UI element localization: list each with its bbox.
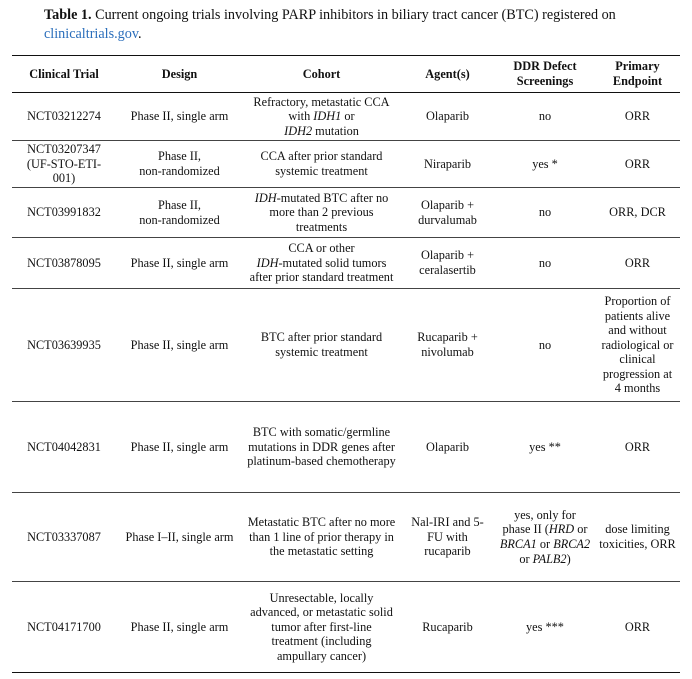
trial-alias: (UF-STO-ETI-001) xyxy=(26,156,102,186)
cell-trial: NCT03991832 xyxy=(12,188,116,238)
cell-agents: Nal-IRI and 5-FU with rucaparib xyxy=(400,493,495,582)
table-row xyxy=(12,238,680,289)
cell-ddr: no xyxy=(495,238,595,289)
header-cohort: Cohort xyxy=(243,56,400,93)
cell-design: Phase II, single arm xyxy=(116,582,243,673)
cell-trial: NCT04042831 xyxy=(12,402,116,493)
table-caption xyxy=(44,6,674,44)
cell-design: Phase II, single arm xyxy=(116,402,243,493)
header-design: Design xyxy=(116,56,243,93)
cell-agents: Olaparib + ceralasertib xyxy=(400,238,495,289)
cohort-text: CCA or other xyxy=(288,241,355,256)
cohort-text: -mutated BTC after no more than 2 previous treatments xyxy=(269,190,389,234)
cell-agents: Olaparib xyxy=(400,93,495,141)
trial-id: NCT03207347 xyxy=(27,142,101,157)
gene-name: IDH xyxy=(256,255,279,270)
cell-trial xyxy=(12,141,116,188)
header-primary-endpoint: Primary Endpoint xyxy=(595,56,680,93)
design-phase: Phase II, xyxy=(157,149,202,164)
cell-design: Phase II, single arm xyxy=(116,93,243,141)
gene-name: IDH2 xyxy=(284,123,313,138)
table-row xyxy=(12,402,680,493)
cell-agents: Olaparib xyxy=(400,402,495,493)
cell-agents: Rucaparib xyxy=(400,582,495,673)
cell-cohort: BTC with somatic/germline mutations in DDR genes after platinum-based chemotherapy xyxy=(243,402,400,493)
gene-name: IDH1 xyxy=(313,109,342,124)
cell-design: Phase II, single arm xyxy=(116,289,243,402)
cell-endpoint: ORR xyxy=(595,93,680,141)
cell-design xyxy=(116,141,243,188)
cell-trial: NCT03337087 xyxy=(12,493,116,582)
table-row xyxy=(12,141,680,188)
table-row xyxy=(12,188,680,238)
cell-endpoint: dose limiting toxicities, ORR xyxy=(595,493,680,582)
cell-ddr: no xyxy=(495,188,595,238)
cell-trial: NCT03878095 xyxy=(12,238,116,289)
cell-endpoint: ORR, DCR xyxy=(595,188,680,238)
cell-trial: NCT03639935 xyxy=(12,289,116,402)
gene-name: IDH xyxy=(254,190,277,205)
table-header-row xyxy=(12,56,680,93)
cell-endpoint: ORR xyxy=(595,238,680,289)
cell-cohort: BTC after prior standard systemic treatment xyxy=(243,289,400,402)
table-row xyxy=(12,289,680,402)
table-row xyxy=(12,93,680,141)
cell-trial: NCT04171700 xyxy=(12,582,116,673)
caption-text: Current ongoing trials involving PARP inhibitors in biliary tract cancer (BTC) registered on xyxy=(95,7,616,23)
cell-cohort: CCA after prior standard systemic treatment xyxy=(243,141,400,188)
cell-cohort xyxy=(243,188,400,238)
cell-agents: Olaparib + durvalumab xyxy=(400,188,495,238)
design-phase: Phase II, xyxy=(157,197,202,212)
cell-endpoint: ORR xyxy=(595,402,680,493)
cohort-text: Refractory, metastatic CCA with xyxy=(253,94,390,124)
caption-label: Table 1. xyxy=(44,7,92,23)
ddr-text: or xyxy=(574,522,588,537)
design-type: non-randomized xyxy=(139,164,220,178)
caption-link[interactable]: clinicaltrials.gov xyxy=(44,26,139,42)
cell-cohort xyxy=(243,238,400,289)
trials-table xyxy=(12,55,680,673)
cell-ddr xyxy=(495,493,595,582)
ddr-text: yes, only for phase II ( xyxy=(502,507,576,537)
cell-endpoint: ORR xyxy=(595,141,680,188)
gene-name: BRCA2 xyxy=(553,537,591,551)
ddr-text: or xyxy=(519,551,533,566)
cohort-text: or xyxy=(341,109,355,124)
cell-ddr: no xyxy=(495,93,595,141)
caption-end: . xyxy=(138,26,142,42)
header-ddr-screenings: DDR Defect Screenings xyxy=(495,56,595,93)
cell-endpoint: ORR xyxy=(595,582,680,673)
cell-agents: Niraparib xyxy=(400,141,495,188)
cell-design xyxy=(116,188,243,238)
gene-name: BRCA1 xyxy=(499,537,537,551)
cohort-text: mutation xyxy=(312,123,359,138)
ddr-text: ) xyxy=(566,551,571,566)
cell-design: Phase II, single arm xyxy=(116,238,243,289)
cell-trial: NCT03212274 xyxy=(12,93,116,141)
cell-endpoint: Proportion of patients alive and without radiological or clinical progression at 4 months xyxy=(595,289,680,402)
cell-ddr: yes * xyxy=(495,141,595,188)
cell-cohort: Metastatic BTC after no more than 1 line of prior therapy in the metastatic setting xyxy=(243,493,400,582)
cell-ddr: yes *** xyxy=(495,582,595,673)
cohort-text: -mutated solid tumors after prior standard treatment xyxy=(249,255,394,285)
cell-agents: Rucaparib + nivolumab xyxy=(400,289,495,402)
table-row xyxy=(12,493,680,582)
gene-name: HRD xyxy=(548,522,575,537)
design-type: non-randomized xyxy=(139,212,220,227)
cell-ddr: no xyxy=(495,289,595,402)
header-clinical-trial: Clinical Trial xyxy=(12,56,116,93)
cell-ddr: yes ** xyxy=(495,402,595,493)
header-agents: Agent(s) xyxy=(400,56,495,93)
cell-cohort: Unresectable, locally advanced, or metastatic solid tumor after first-line treatment (including ampullary cancer) xyxy=(243,582,400,673)
cell-cohort xyxy=(243,93,400,141)
gene-name: PALB2 xyxy=(532,551,567,566)
table-row xyxy=(12,582,680,673)
cell-design: Phase I–II, single arm xyxy=(116,493,243,582)
ddr-text: or xyxy=(536,537,554,551)
